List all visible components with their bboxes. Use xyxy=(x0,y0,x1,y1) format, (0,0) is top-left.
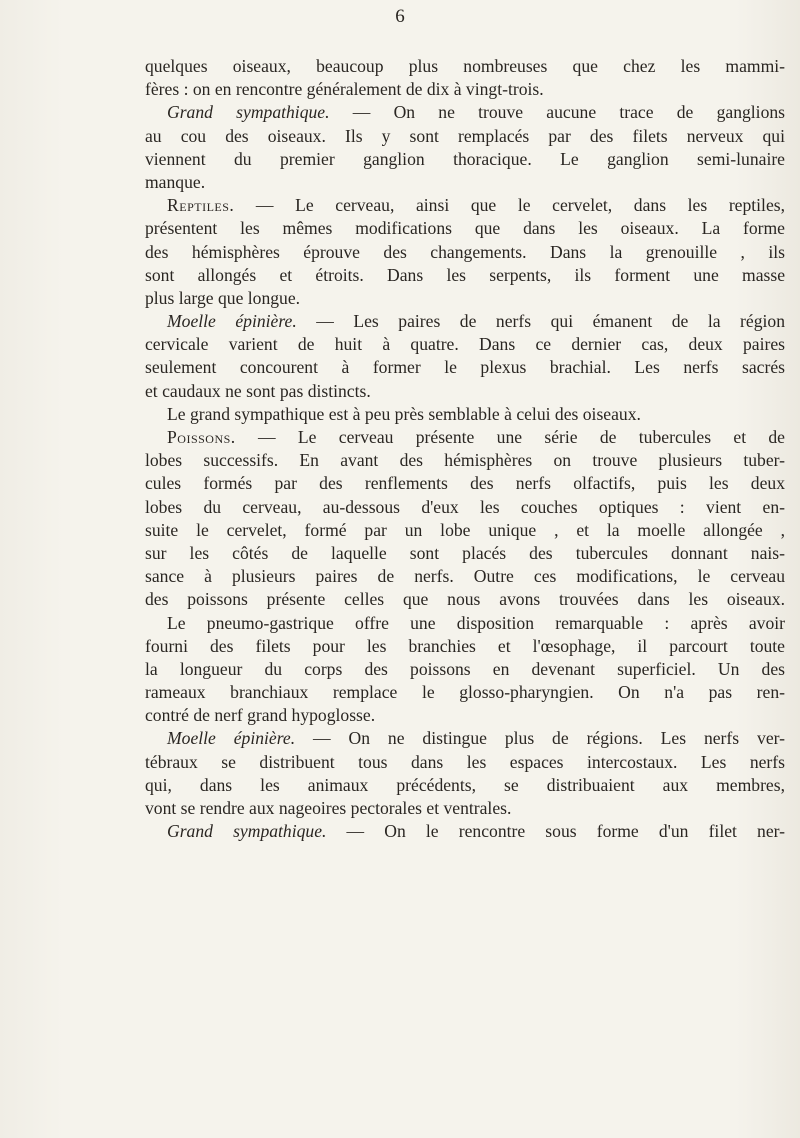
text-line: lobes successifs. En avant des hémisphères on trouve plusieurs tuber- xyxy=(145,450,785,471)
text-line: contré de nerf grand hypoglosse. xyxy=(145,705,376,726)
text-line: cervicale varient de huit à quatre. Dans ce dernier cas, deux paires xyxy=(145,334,785,355)
text-line: Le grand sympathique est à peu près semblable à celui des oiseaux. xyxy=(167,403,641,424)
text-line: plus large que longue. xyxy=(145,287,301,308)
text-line: au cou des oiseaux. Ils y sont remplacés par des filets nerveux qui xyxy=(145,125,785,146)
text-run: — Le cerveau présente une série de tubercules et de xyxy=(235,427,785,447)
text-line: quelques oiseaux, beaucoup plus nombreuses que chez les mammi- xyxy=(145,56,785,76)
text-line: manque. xyxy=(145,171,206,192)
text-line: des hémisphères éprouve des changements. Dans la grenouille , ils xyxy=(145,241,785,262)
text-run: — On ne distingue plus de régions. Les nerfs ver- xyxy=(295,728,785,749)
text-line xyxy=(145,426,785,449)
text-line: sur les côtés de laquelle sont placés des tubercules donnant nais- xyxy=(145,542,785,563)
text-run: — On le rencontre sous forme d'un filet ner- xyxy=(326,821,786,842)
page-number: 6 xyxy=(395,6,405,27)
text-line xyxy=(145,310,785,333)
text-line xyxy=(145,820,785,843)
text-line: la longueur du corps des poissons en devenant superficiel. Un des xyxy=(145,658,785,679)
text-line: fères : on en rencontre généralement de dix à vingt-trois. xyxy=(145,79,544,100)
text-line: présentent les mêmes modifications que dans les oiseaux. La forme xyxy=(145,218,785,239)
text-line: lobes du cerveau, au-dessous d'eux les couches optiques : vient en- xyxy=(145,496,785,517)
text-line: qui, dans les animaux précédents, se distribuaient aux membres, xyxy=(145,774,785,795)
text-line: cules formés par des renflements des nerfs olfactifs, puis les deux xyxy=(145,473,785,494)
body-text xyxy=(145,55,785,843)
text-run: — Le cerveau, ainsi que le cervelet, dans les reptiles, xyxy=(234,195,785,216)
section-heading: Grand sympathique. xyxy=(167,821,327,842)
text-line: seulement concourent à former le plexus brachial. Les nerfs sacrés xyxy=(145,357,785,378)
section-heading: Reptiles. xyxy=(167,195,235,216)
text-line xyxy=(145,194,785,217)
section-heading: Poissons. xyxy=(167,427,236,447)
text-line: vont se rendre aux nageoires pectorales et ventrales. xyxy=(145,798,512,818)
text-line: tébraux se distribuent tous dans les espaces intercostaux. Les nerfs xyxy=(145,751,785,772)
text-run: — Les paires de nerfs qui émanent de la région xyxy=(296,311,785,332)
text-line: sance à plusieurs paires de nerfs. Outre ces modifications, le cerveau xyxy=(145,566,785,587)
text-line xyxy=(145,101,785,124)
text-line: rameaux branchiaux remplace le glosso-pharyngien. On n'a pas ren- xyxy=(145,682,785,703)
text-line: sont allongés et étroits. Dans les serpents, ils forment une masse xyxy=(145,264,785,285)
text-line: suite le cervelet, formé par un lobe unique , et la moelle allongée , xyxy=(145,519,785,540)
text-line: des poissons présente celles que nous avons trouvées dans les oiseaux. xyxy=(145,589,785,610)
text-line xyxy=(145,727,785,750)
section-heading: Moelle épinière. xyxy=(167,728,296,749)
text-run: — On ne trouve aucune trace de ganglions xyxy=(329,102,786,123)
text-line: et caudaux ne sont pas distincts. xyxy=(145,380,371,401)
text-line: viennent du premier ganglion thoracique. Le ganglion semi-lunaire xyxy=(145,148,785,169)
section-heading: Moelle épinière. xyxy=(167,311,297,332)
text-line: Le pneumo-gastrique offre une disposition remarquable : après avoir xyxy=(167,612,785,633)
text-line: fourni des filets pour les branchies et l'œsophage, il parcourt toute xyxy=(145,635,785,656)
section-heading: Grand sympathique. xyxy=(167,102,330,123)
